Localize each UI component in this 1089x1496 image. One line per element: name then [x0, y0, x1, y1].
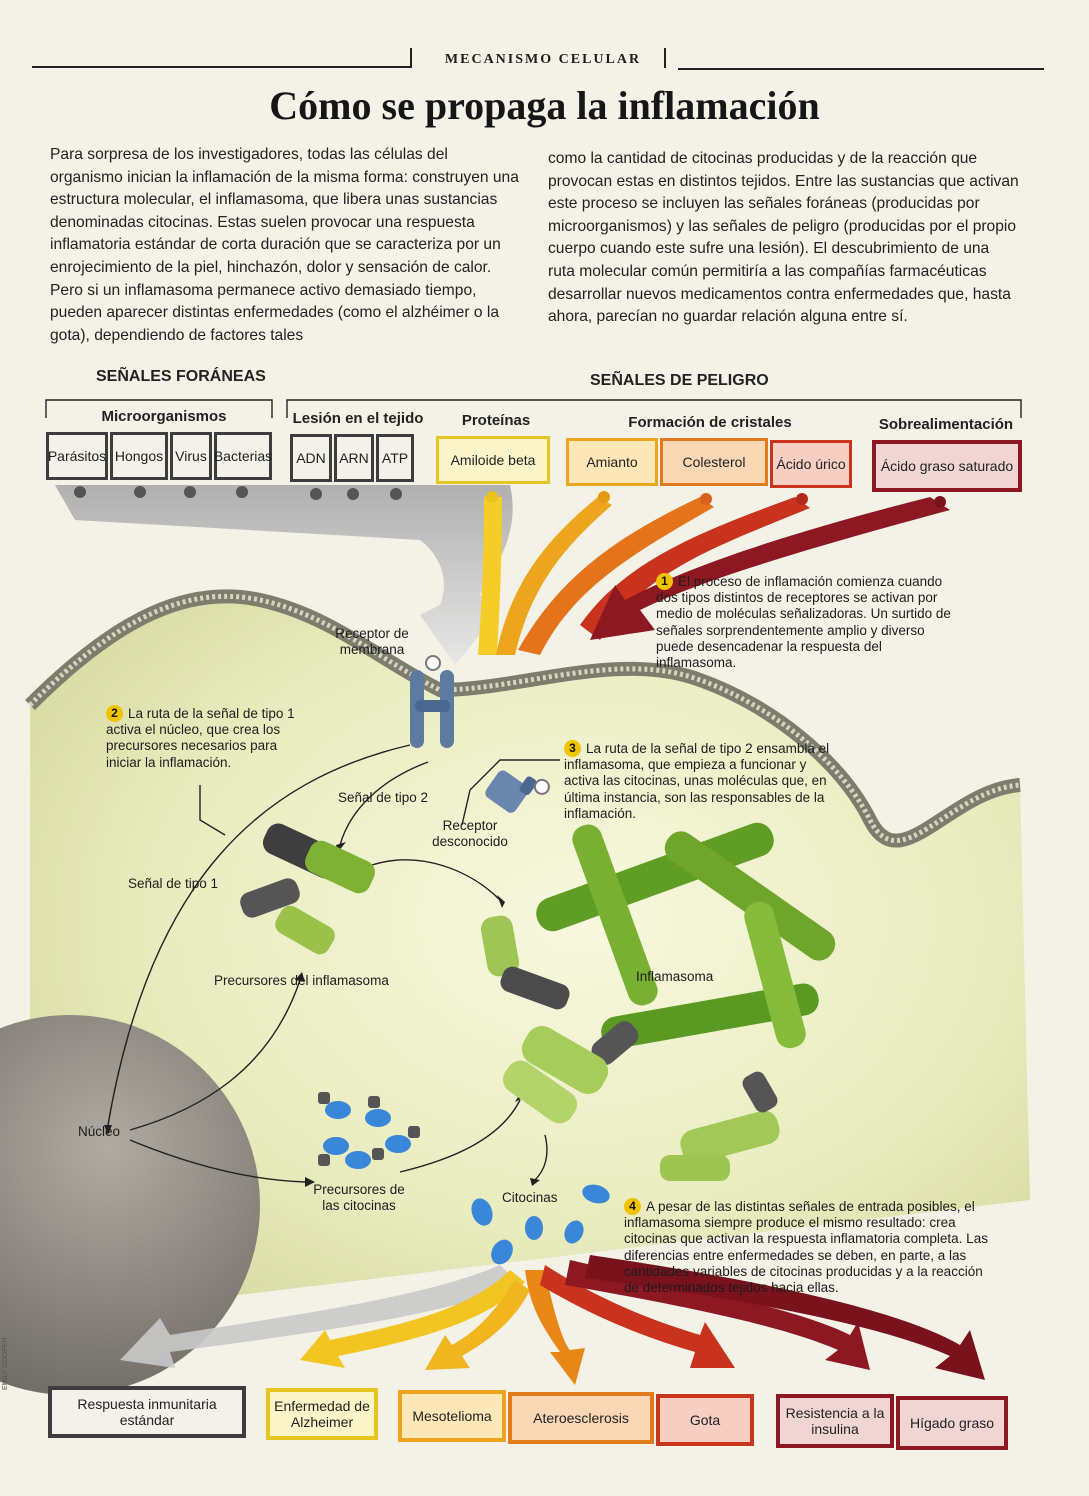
outcome-atherosclerosis: Ateroesclerosis [508, 1392, 654, 1444]
signal-asbestos: Amianto [566, 438, 658, 486]
danger-signals-heading: SEÑALES DE PELIGRO [590, 372, 769, 389]
signal-rna: ARN [334, 434, 374, 482]
group-tissue-injury: Lesión en el tejido [292, 410, 424, 427]
signal-amyloid-beta: Amiloide beta [436, 436, 550, 484]
group-overfeeding: Sobrealimentación [878, 416, 1014, 433]
step-2-text: La ruta de la señal de tipo 1 activa el núcleo, que crea los precursores necesarios para iniciar la inflamación. [106, 706, 295, 770]
intro-column-2: como la cantidad de citocinas producidas y de la reacción que provocan estas en distintos tejidos. Entre las sustancias que activan este proceso se incluyen las señales foráneas (producidas por microorganismos) y las señales de peligro (producidas por el propio cuerpo cuando este sufre una lesión). El descubrimiento de una ruta molecular común permitiría a las compañías farmacéuticas desarrollar nuevos medicamentos contra enfermedades que, hasta ahora, parecían no guardar relación alguna entre sí. [548, 150, 1019, 326]
signal-atp: ATP [376, 434, 414, 482]
step-4-number: 4 [624, 1198, 641, 1215]
group-crystals: Formación de cristales [628, 414, 792, 431]
step-1 [656, 573, 956, 671]
step-3-number: 3 [564, 740, 581, 757]
step-4 [624, 1198, 994, 1296]
signal-virus: Virus [170, 432, 212, 480]
label-unknown-receptor: Receptor desconocido [432, 818, 508, 849]
signal-bacteria: Bacterias [214, 432, 272, 480]
label-signal-type2: Señal de tipo 2 [338, 790, 429, 805]
outcome-fatty-liver: Hígado graso [896, 1396, 1008, 1450]
signal-saturated-fatty-acid: Ácido graso saturado [872, 440, 1022, 492]
step-1-number: 1 [656, 573, 673, 590]
label-signal-type1: Señal de tipo 1 [128, 876, 219, 891]
label-membrane-receptor: Receptor de membrana [335, 626, 409, 657]
illustrator-credit: EMILY COOPER [2, 1337, 9, 1390]
header-rule-left [32, 66, 412, 68]
step-2 [106, 705, 312, 771]
group-proteins: Proteínas [461, 412, 531, 429]
signal-uric-acid: Ácido úrico [770, 440, 852, 488]
label-inflammasome: Inflamasoma [636, 969, 714, 984]
intro-column-1: Para sorpresa de los investigadores, todas las células del organismo inician la inflamación de la misma forma: construyen una estructura molecular, el inflamasoma, que libera unas sustancias denominadas citocinas. Estas suelen provocar una respuesta inflamatoria estándar de corta duración que se caracteriza por un enrojecimiento de la piel, hinchazón, dolor y sensación de calor. Pero si un inflamasoma permanece activo demasiado tiempo, pueden aparecer distintas enfermedades (como el alzhéimer o la gota), dependiendo de factores tales [50, 146, 519, 344]
label-cytokines: Citocinas [502, 1190, 558, 1205]
group-microorganisms: Microorganismos [101, 408, 227, 425]
outcome-alzheimer: Enfermedad de Alzheimer [266, 1388, 378, 1440]
outcome-standard-response: Respuesta inmunitaria estándar [48, 1386, 246, 1438]
step-4-text: A pesar de las distintas señales de entrada posibles, el inflamasoma siempre produce el mismo resultado: crea citocinas que activan la respuesta inflamatoria completa. Las diferencias entre enfermedades se deben, en parte, a las cantidades variables de citocinas producidas y a la reacción de determinados tejidos hacia ellas. [624, 1199, 988, 1296]
step-3 [564, 740, 836, 822]
signal-fungi: Hongos [110, 432, 168, 480]
outcome-gout: Gota [656, 1394, 754, 1446]
foreign-signals-heading: SEÑALES FORÁNEAS [96, 368, 266, 385]
step-1-text: El proceso de inflamación comienza cuando dos tipos distintos de receptores se activan por medio de moléculas señalizadoras. Un surtido de señales sorprendentemente amplio y diverso puede desencadenar la respuesta del inflamasoma. [656, 574, 951, 671]
section-kicker: MECANISMO CELULAR [444, 52, 642, 67]
label-nucleus: Núcleo [78, 1124, 121, 1139]
outcome-insulin-resistance: Resistencia a la insulina [776, 1394, 894, 1448]
kicker-bar-left [410, 48, 412, 68]
signal-cholesterol: Colesterol [660, 438, 768, 486]
page-title: Cómo se propaga la inflamación [269, 83, 820, 128]
step-3-text: La ruta de la señal de tipo 2 ensambla el inflamasoma, que empieza a funcionar y activa las citocinas, unas moléculas que, en última instancia, son las responsables de la inflamación. [564, 741, 830, 821]
label-cytokine-precursors: Precursores de las citocinas [313, 1182, 405, 1213]
label-inflammasome-precursors: Precursores del inflamasoma [214, 973, 389, 988]
signal-parasites: Parásitos [46, 432, 108, 480]
step-2-number: 2 [106, 705, 123, 722]
outcome-mesothelioma: Mesotelioma [398, 1390, 506, 1442]
signal-dna: ADN [290, 434, 332, 482]
header-rule-right [678, 68, 1044, 70]
